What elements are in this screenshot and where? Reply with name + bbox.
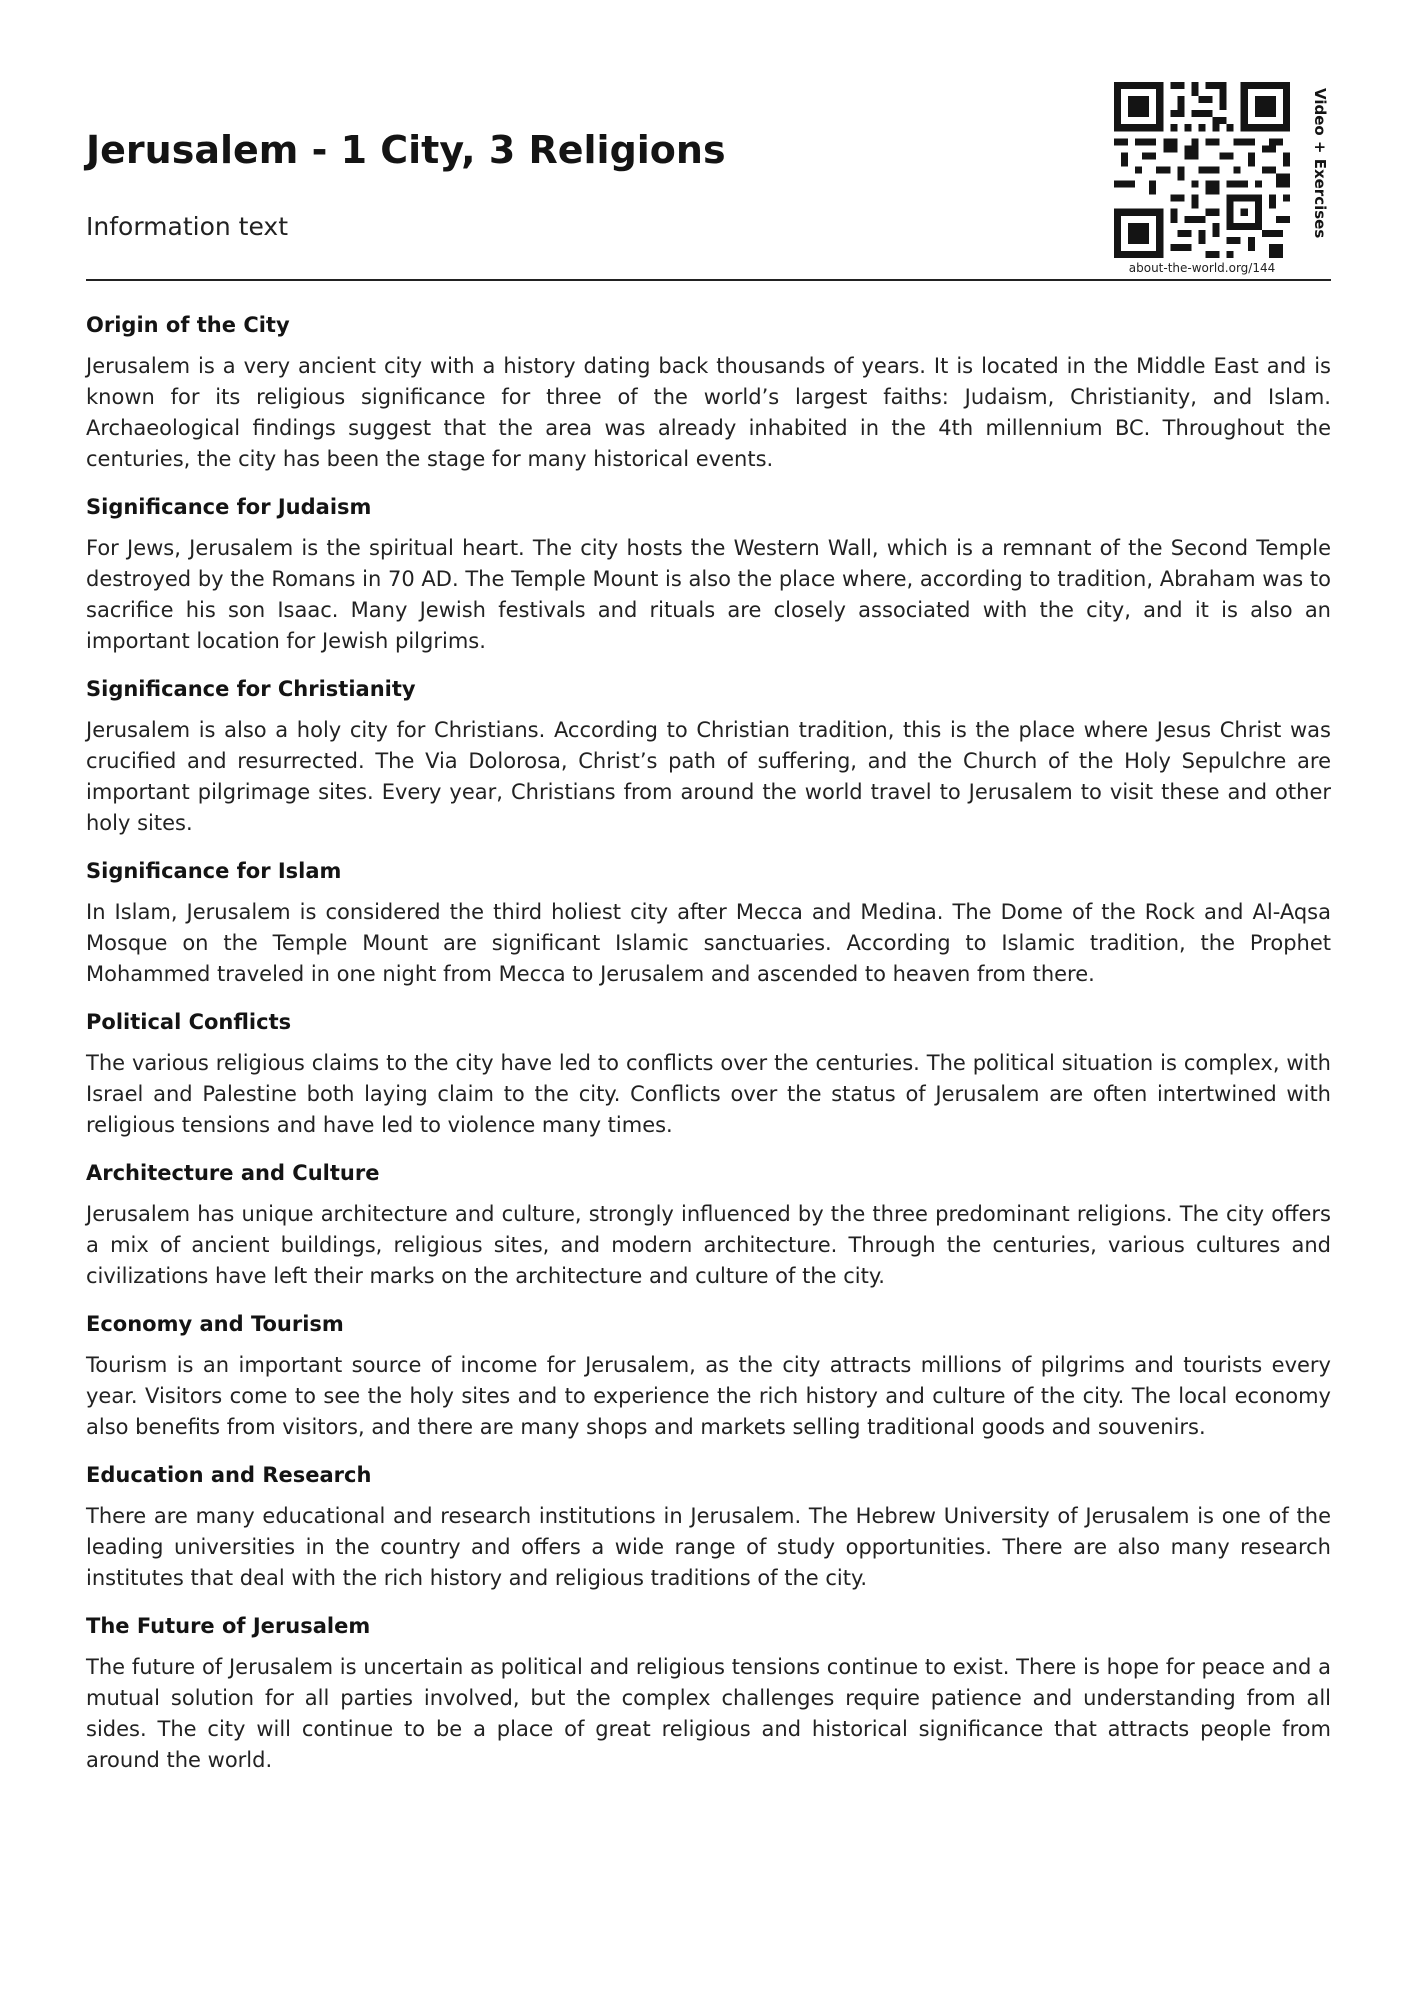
section-origin	[86, 311, 1331, 475]
qr-code-icon[interactable]	[1114, 82, 1290, 258]
section-islam	[86, 857, 1331, 990]
section-paragraph: Jerusalem is a very ancient city with a history dating back thousands of years. It is located in the Middle East and is known for its religious significance for three of the world’s largest faiths: Judaism, Christianity, and Islam. Archaeological findings suggest that the area was already inhabited in the 4th millennium BC. Throughout the centuries, the city has been the stage for many historical events.	[86, 354, 1331, 471]
section-architecture-culture	[86, 1159, 1331, 1292]
page-header	[86, 0, 1331, 280]
section-heading: Significance for Judaism	[86, 495, 372, 519]
section-heading: Political Conflicts	[86, 1010, 292, 1034]
page-title: Jerusalem - 1 City, 3 Religions	[86, 128, 726, 172]
section-paragraph: The future of Jerusalem is uncertain as political and religious tensions continue to exist. There is hope for peace and a mutual solution for all parties involved, but the complex challenges require patience and understanding from all sides. The city will continue to be a place of great religious and historical significance that attracts people from around the world.	[86, 1655, 1331, 1772]
section-heading: Architecture and Culture	[86, 1161, 380, 1185]
section-economy-tourism	[86, 1310, 1331, 1443]
section-heading: The Future of Jerusalem	[86, 1614, 371, 1638]
section-paragraph: Tourism is an important source of income for Jerusalem, as the city attracts millions of pilgrims and tourists every year. Visitors come to see the holy sites and to experience the rich history and culture of the city. The local economy also benefits from visitors, and there are many shops and markets selling traditional goods and souvenirs.	[86, 1353, 1331, 1439]
section-paragraph: Jerusalem is also a holy city for Christians. According to Christian tradition, this is the place where Jesus Christ was crucified and resurrected. The Via Dolorosa, Christ’s path of suffering, and the Church of the Holy Sepulchre are important pilgrimage sites. Every year, Christians from around the world travel to Jerusalem to visit these and other holy sites.	[86, 718, 1331, 835]
section-paragraph: In Islam, Jerusalem is considered the third holiest city after Mecca and Medina. The Dome of the Rock and Al-Aqsa Mosque on the Temple Mount are significant Islamic sanctuaries. According to Islamic tradition, the Prophet Mohammed traveled in one night from Mecca to Jerusalem and ascended to heaven from there.	[86, 900, 1331, 986]
qr-url: about-the-world.org/144	[1128, 261, 1276, 275]
section-judaism	[86, 493, 1331, 657]
section-paragraph: There are many educational and research institutions in Jerusalem. The Hebrew University of Jerusalem is one of the leading universities in the country and offers a wide range of study opportunities. There are also many research institutes that deal with the rich history and religious traditions of the city.	[86, 1504, 1331, 1590]
page-subtitle: Information text	[86, 212, 289, 241]
section-education-research	[86, 1461, 1331, 1594]
header-divider	[86, 279, 1331, 281]
section-paragraph: Jerusalem has unique architecture and culture, strongly influenced by the three predominant religions. The city offers a mix of ancient buildings, religious sites, and modern architecture. Through the centuries, various cultures and civilizations have left their marks on the architecture and culture of the city.	[86, 1202, 1331, 1288]
qr-side-label: Video + Exercises	[1311, 88, 1329, 239]
section-heading: Education and Research	[86, 1463, 372, 1487]
section-heading: Economy and Tourism	[86, 1312, 344, 1336]
section-paragraph: For Jews, Jerusalem is the spiritual heart. The city hosts the Western Wall, which is a remnant of the Second Temple destroyed by the Romans in 70 AD. The Temple Mount is also the place where, according to tradition, Abraham was to sacrifice his son Isaac. Many Jewish festivals and rituals are closely associated with the city, and it is also an important location for Jewish pilgrims.	[86, 536, 1331, 653]
section-heading: Significance for Christianity	[86, 677, 416, 701]
qr-block	[1114, 82, 1331, 282]
section-heading: Origin of the City	[86, 313, 290, 337]
section-christianity	[86, 675, 1331, 839]
section-paragraph: The various religious claims to the city have led to conflicts over the centuries. The political situation is complex, with Israel and Palestine both laying claim to the city. Conflicts over the status of Jerusalem are often intertwined with religious tensions and have led to violence many times.	[86, 1051, 1331, 1137]
section-heading: Significance for Islam	[86, 859, 342, 883]
article-body	[86, 311, 1331, 1794]
section-political-conflicts	[86, 1008, 1331, 1141]
section-future	[86, 1612, 1331, 1776]
